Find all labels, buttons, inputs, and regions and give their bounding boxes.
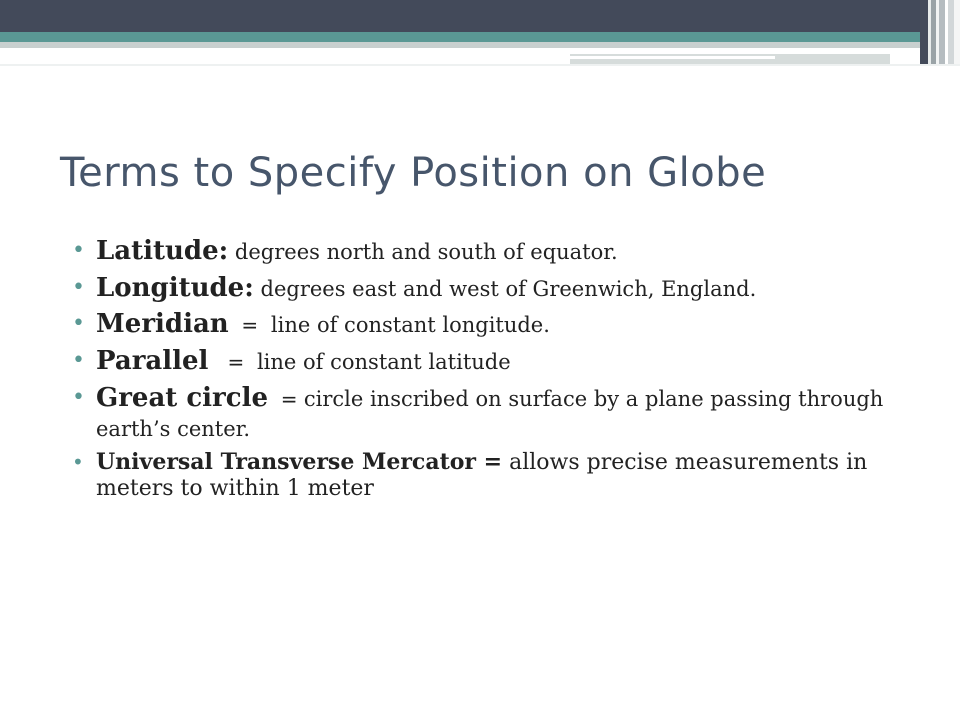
bullet-latitude (72, 236, 902, 267)
term-definition: line of constant longitude. (270, 313, 550, 338)
term-operator: = (228, 313, 271, 338)
term-operator: = (268, 386, 304, 411)
term-operator: = (208, 350, 257, 375)
bullet-dot: • (72, 238, 85, 263)
header-fade-line (0, 64, 960, 66)
term-definition: degrees north and south of equator. (228, 240, 618, 264)
bullet-dot: • (72, 311, 85, 337)
bullet-longitude (72, 273, 902, 304)
bullet-utm (72, 450, 902, 502)
bullet-dot: • (72, 274, 85, 300)
header-accent-line-short (570, 56, 775, 59)
slide-title: Terms to Specify Position on Globe (60, 150, 767, 196)
bullet-great-circle (72, 383, 902, 444)
header-teal-bar (0, 32, 960, 42)
term-label: Longitude: (96, 272, 254, 303)
bullet-dot: • (72, 384, 85, 410)
header-accent-line (570, 48, 890, 52)
header-dark-bar (0, 0, 960, 32)
bullet-dot: • (72, 348, 85, 374)
term-label: Universal Transverse Mercator = (96, 449, 503, 476)
term-label: Great circle (96, 382, 269, 413)
header-right-stripes (920, 0, 960, 64)
term-label: Meridian (96, 309, 229, 340)
term-label: Parallel (96, 346, 209, 377)
term-label: Latitude: (96, 236, 229, 266)
bullet-meridian (72, 309, 902, 340)
bullet-parallel (72, 346, 902, 377)
term-definition: line of constant latitude (256, 350, 511, 375)
term-definition: allows precise measurements in meters to within 1 meter (96, 450, 868, 501)
bullet-dot: • (72, 450, 84, 475)
term-definition: degrees east and west of Greenwich, England. (253, 276, 757, 301)
term-definition: circle inscribed on surface by a plane passing through earth’s center. (96, 386, 884, 442)
bullet-list (72, 236, 902, 508)
